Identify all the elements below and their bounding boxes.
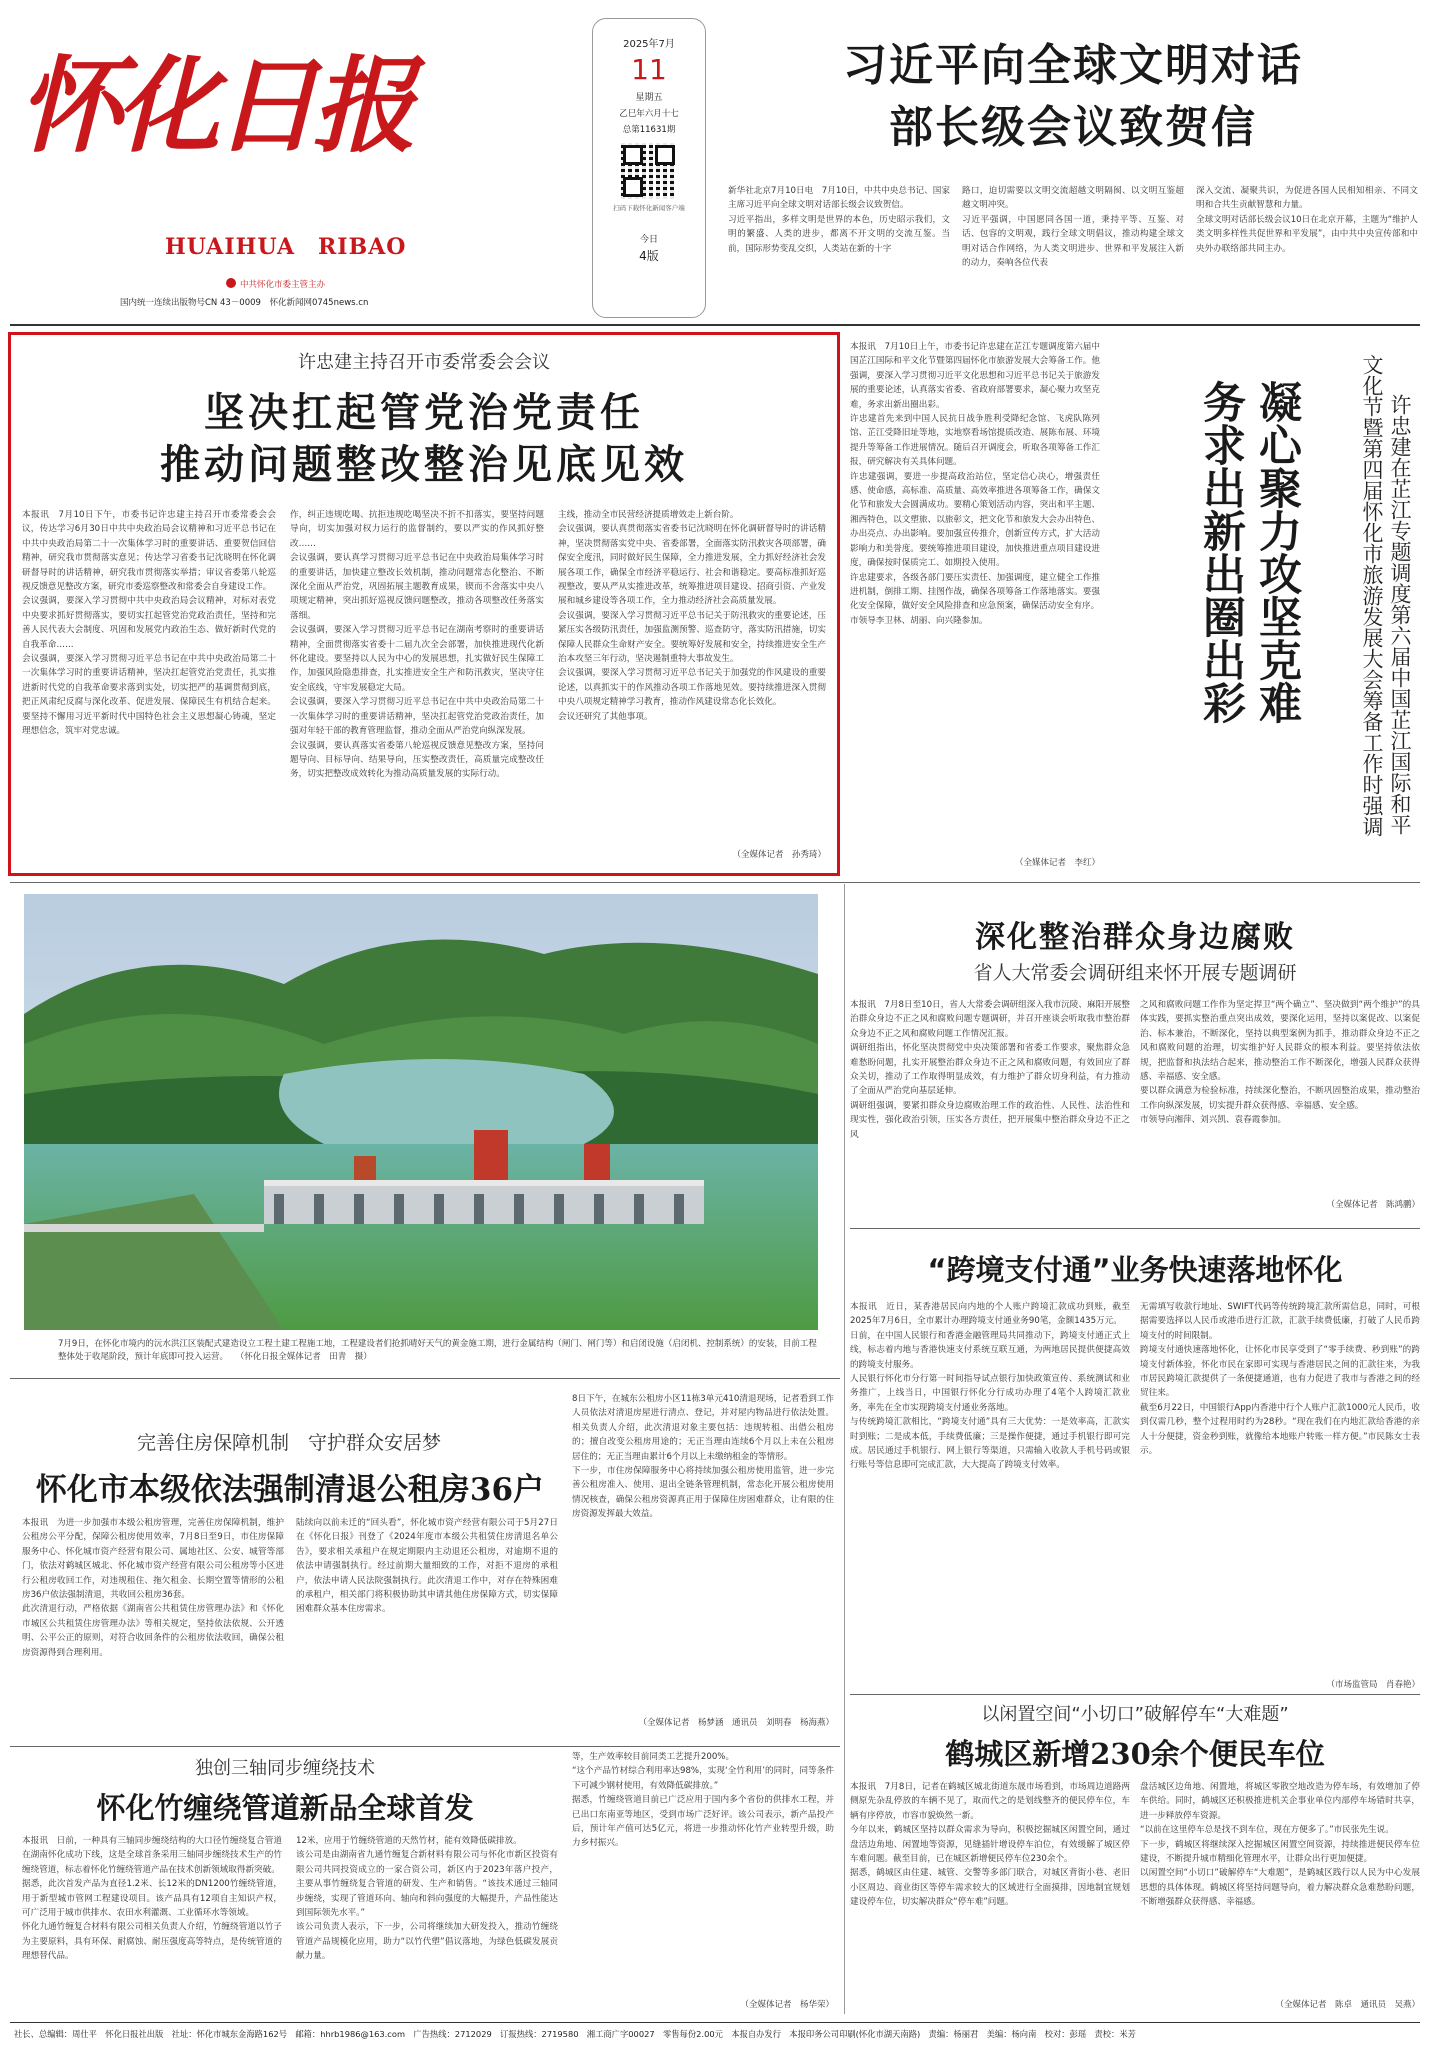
date-box: [592, 18, 706, 318]
ningxin-headline-col1: 凝心聚力攻坚克难: [1252, 380, 1302, 724]
date-day: 11: [631, 53, 667, 86]
zhifu-headline: “跨境支付通”业务快速落地怀化: [927, 1253, 1343, 1287]
gongzufang-credit: （全媒体记者 杨梦涵 通讯员 刘明春 杨海燕）: [638, 1718, 834, 1728]
zhu-col3: 等，生产效率较目前同类工艺提升200%。 “这个产品竹材综合利用率达98%，实现‘全竹利用’的同时，同等条件下可减少钢材使用，有效降低碳排放。” 据悉，竹缠绕管道目前已广泛应用于国内多个省份的供排水工程，并已出口东南亚等地区，受到市场广泛好评。该公司表示，新产品投产后，预计年产值可达5亿元，将进一步推动怀化竹产业转型升级，助力乡村振兴。: [572, 1752, 834, 1849]
gongzufang-kicker: 完善住房保障机制 守护群众安居梦: [136, 1432, 441, 1454]
page-count: 4版: [639, 249, 659, 263]
date-issue: 总第11631期: [622, 125, 676, 135]
xu-credit: （全媒体记者 孙秀琦）: [732, 850, 826, 860]
qr-caption: 扫码下载怀化新闻客户端: [613, 204, 685, 212]
zhifu-col2: 无需填写收款行地址、SWIFT代码等传统跨境汇款所需信息，同时，可根据需要选择以人民币或港币进行汇款，汇款手续费低廉，打破了人民币跨境支付的时间限制。 跨境支付通快速落地怀化，让怀化市民享受到了“零手续费、秒到账”的跨境支付新体验，怀化市民在家即可实现与香港居民之间的汇款往来，为我市居民跨境汇款提供了一条便捷通道，也有力促进了我市与香港之间的经贸往来。 截至6月22日，中国银行App内香港中行个人账户汇款1000元人民币，收到仅需几秒，整个过程用时约为28秒。“现在我们在内地汇款给香港的亲人十分便捷，资金秒到账，就像给本地账户转账一样方便。”市民陈女士表示。: [1140, 1302, 1420, 1457]
dam-landscape-image: [24, 894, 818, 1330]
xu-headline-line1: 坚决扛起管党治党责任: [204, 390, 644, 436]
qr-code-icon[interactable]: [621, 143, 677, 199]
sponsor-line: 中共怀化市委主管主办: [226, 278, 325, 290]
gongzufang-col1: 本报讯 为进一步加强市本级公租房管理，完善住房保障机制，维护公租房公平分配，保障公租房使用效率，7月8日至9日，市住房保障服务中心、怀化城市资产经营有限公司、属地社区、公安、城管等部门，依法对鹤城区城北、怀化城市资产经营有限公司公租房等小区进行公租房收回工作，对违规租住、拖欠租金、长期空置等情形的公租房36户依法强制清退，共收回公租房36套。 此次清退行动，严格依据《湖南省公共租赁住房管理办法》和《怀化市城区公共租赁住房管理办法》等相关规定，坚持依法依规、公开透明、公平公正的原则，对符合收回条件的公租房依法收回，确保公租房资源得到合理利用。: [22, 1518, 284, 1658]
section-divider-3: [10, 1378, 840, 1379]
chewei-col1: 本报讯 7月8日，记者在鹤城区城北街道东晟市场看到，市场周边道路两侧原先杂乱停放的车辆不见了，取而代之的是划线整齐的便民停车位，车辆有序停放，市容市貌焕然一新。 今年以来，鹤城区坚持以群众需求为导向，积极挖掘城区闲置空间，通过盘活边角地、闲置地等资源，见缝插针增设停车泊位，有效缓解了城区停车难问题。截至目前，已在城区新增便民停车位230余个。 据悉，鹤城区由住建、城管、交警等多部门联合，对城区背街小巷、老旧小区周边、商业街区等停车需求较大的区域进行全面摸排，因地制宜规划建设停车位，切实解决群众“停车难”问题。: [850, 1782, 1130, 1908]
masthead-pinyin: HUAIHUA RIBAO: [165, 234, 407, 260]
ningxin-body: 本报讯 7月10日上午，市委书记许忠建在芷江专题调度第六届中国芷江国际和平文化节暨第四届怀化市旅游发展大会筹备工作。他强调，要深入学习贯彻习近平文化思想和习近平总书记关于旅游发展的重要论述，认真落实省委、省政府部署要求，凝心聚力攻坚克难，务求出新出圈出彩。 许忠建首先来到中国人民抗日战争胜利受降纪念馆、飞虎队陈列馆、芷江受降旧址等地，实地察看场馆提质改造、展陈布展、环境提升等筹备工作进展情况。随后召开调度会，听取各项筹备工作汇报，研究解决有关具体问题。 许忠建强调，要进一步提高政治站位，坚定信心决心，增强责任感、使命感，高标准、高质量、高效率推进各项筹备工作，确保文化节和旅发大会圆满成功。要精心策划活动内容，突出和平主题、湘西特色，以文塑旅、以旅彰文，把文化节和旅发大会办出特色、办出亮点、办出影响。要加强宣传推介，创新宣传方式，扩大活动影响力和美誉度。要统筹推进项目建设，加快推进重点项目建设进度，确保按时保质完工、如期投入使用。 许忠建要求，各级各部门要压实责任、加强调度，建立健全工作推进机制，倒排工期、挂图作战，确保各项筹备工作落地落实。要强化安全保障，做好安全风险排查和应急预案，确保活动安全有序。 市领导李卫林、胡丽、向兴隆参加。: [850, 342, 1100, 626]
xu-col2: 作，纠正违规吃喝、抗拒违规吃喝坚决不折不扣落实，要坚持问题导向，切实加强对权力运行的监督制约，要以严实的作风抓好整改…… 会议强调，要认真学习贯彻习近平总书记在中央政治局集体学习时的重要讲话，加快建立整改长效机制，推动问题常态化整治、不断深化全面从严治党，巩固拓展主题教育成果，锲而不舍落实中央八项规定精神，突出抓好巡视反馈问题整改，推动各项整改任务落实落细。 会议强调，要深入学习贯彻习近平总书记在湖南考察时的重要讲话精神，全面贯彻落实省委十二届九次全会部署，加快推进现代化新怀化建设。要坚持以人民为中心的发展思想，扎实做好民生保障工作，加强风险隐患排查，扎实推进安全生产和防汛救灾，坚决守住安全底线，守牢发展稳定大局。 会议强调，要深入学习贯彻习近平总书记在中共中央政治局第二十一次集体学习时的重要讲话精神，坚决扛起管党治党政治责任，加强对年轻干部的教育管理监督，推动全面从严治党向纵深发展。 会议强调，要认真落实省委第八轮巡视反馈意见整改方案，坚持问题导向、目标导向、结果导向，压实整改责任，高质量完成整改任务，切实把整改成效转化为推动高质量发展的实际行动。: [290, 510, 544, 780]
registry-line: 国内统一连续出版物号CN 43－0009 怀化新闻网0745news.cn: [120, 298, 369, 308]
zhifu-col1: 本报讯 近日，某香港居民向内地的个人账户跨境汇款成功到账，截至2025年7月6日，全市累计办理跨境支付通业务90笔，金额1435万元。 日前，在中国人民银行和香港金融管理局共同推动下，跨境支付通正式上线，标志着内地与香港快速支付系统互联互通，为两地居民提供便捷高效的跨境支付服务。 人民银行怀化市分行第一时间指导试点银行加快政策宣传、系统测试和业务推广，上线当日，中国银行怀化分行成功办理了4笔个人跨境汇款业务，率先在全市实现跨境支付通业务落地。 与传统跨境汇款相比，“跨境支付通”具有三大优势：一是效率高，汇款实时到账；二是成本低，手续费低廉；三是操作便捷，通过手机银行即可完成。居民通过手机银行、网上银行等渠道，只需输入收款人手机号码或银行账号等信息即可完成汇款，大大提高了跨境支付效率。: [850, 1302, 1130, 1471]
lead-headline-line1: 习近平向全球文明对话: [843, 40, 1303, 91]
gongzufang-col3: 8日下午，在城东公租房小区11栋3单元410清退现场，记者看到工作人员依法对清退房屋进行清点、登记，并对屋内物品进行依法处置。相关负责人介绍，此次清退对象主要包括：违规转租、出借公租房的；擅自改变公租房用途的；无正当理由连续6个月以上未在公租房居住的；无正当理由累计6个月以上未缴纳租金的等情形。 下一步，市住房保障服务中心将持续加强公租房使用监管，进一步完善公租房准入、使用、退出全链条管理机制，常态化开展公租房使用情况核查，确保公租房资源真正用于保障住房困难群众，让有限的住房资源发挥最大效益。: [572, 1394, 834, 1520]
zhu-col1: 本报讯 日前，一种具有三轴同步缠绕结构的大口径竹缠绕复合管道在湖南怀化成功下线，这是全球首条采用三轴同步缠绕技术生产的竹缠绕管道，标志着怀化竹缠绕管道产品在技术创新领域取得新突破。 据悉，此次首发产品为直径1.2米、长12米的DN1200竹缠绕管道，用于新型城市管网工程建设项目。该产品具有12项自主知识产权，可广泛用于城市供排水、农田水利灌溉、工业循环水等领域。 怀化九通竹缠复合材料有限公司相关负责人介绍，竹缠绕管道以竹子为主要原料，具有环保、耐腐蚀、耐压强度高等特点，是传统管道的理想替代品。: [22, 1836, 282, 1962]
zhifu-credit: （市场监管局 肖春艳）: [1326, 1680, 1420, 1690]
column-rule-main: [844, 884, 845, 2014]
zhu-kicker: 独创三轴同步缠绕技术: [195, 1758, 375, 1779]
zhu-headline: 怀化竹缠绕管道新品全球首发: [96, 1791, 474, 1825]
chewei-headline: 鹤城区新增230余个便民车位: [945, 1737, 1325, 1771]
fubai-col2: 之风和腐败问题工作作为坚定捍卫“两个确立”、坚决做到“两个维护”的具体实践，要抓实整治重点突出成效，要深化运用，坚持以案促改、以案促治、标本兼治，不断深化，坚持以典型案例为抓手，推动群众身边不正之风和腐败问题的治理，切实维护好人民群众的根本利益。要坚持依法依规，把监督和执法结合起来，推动整治工作不断深化，增强人民群众获得感、幸福感、安全感。 要以群众满意为检验标准，持续深化整治，不断巩固整治成果，推动整治工作向纵深发展，切实提升群众获得感、幸福感、安全感。 市领导向湘萍、刘兴凯、袁春霞参加。: [1140, 1000, 1420, 1126]
xu-col1: 本报讯 7月10日下午，市委书记许忠建主持召开市委常委会会议，传达学习6月30日中共中央政治局会议精神和习近平总书记在中共中央政治局第二十一次集体学习时的重要讲话、重要贺信回信精神，研究我市贯彻落实意见；传达学习省委书记沈晓明在怀化调研督导时的讲话精神，研究我市贯彻落实举措；审议省委第八轮巡视反馈意见整改方案，研究市委巡察整改和常委会自身建设工作。 会议强调，要深入学习贯彻中共中央政治局会议精神，对标对表党中央要求抓好贯彻落实，要切实扛起管党治党政治责任，坚持和完善人民代表大会制度、巩固和发展党内政治生态、做好新时代党的自我革命…… 会议强调，要深入学习贯彻习近平总书记在中共中央政治局第二十一次集体学习时的重要讲话精神，坚决扛起管党治党责任，扎实推进新时代党的自我革命要求落到实处，切实把严的基调贯彻到底，把正风肃纪反腐与深化改革、促进发展、保障民生有机结合起来。要坚持不懈用习近平新时代中国特色社会主义思想凝心铸魂，坚定理想信念，筑牢对党忠诚。: [22, 510, 276, 737]
zhu-credit: （全媒体记者 杨华荣）: [740, 2000, 834, 2010]
photo-credit: （怀化日报全媒体记者 田青 摄）: [240, 1352, 372, 1362]
lead-headline-line2: 部长级会议致贺信: [889, 102, 1257, 153]
ningxin-sub-col2: 文化节暨第四届怀化市旅游发展大会筹备工作时强调: [1360, 354, 1384, 837]
section-divider-2: [850, 1228, 1420, 1229]
lead-body-col3: 深入交流、凝聚共识，为促进各国人民相知相亲、不同文明和合共生贡献智慧和力量。 全球文明对话部长级会议10日在北京开幕，主题为“维护人类文明多样性共促世界和平发展”，由中共中央宣传部和中央外办联络部共同主办。: [1196, 186, 1418, 254]
xu-col3: 主线，推动全市民营经济提质增效走上新台阶。 会议强调，要认真贯彻落实省委书记沈晓明在怀化调研督导时的讲话精神，坚决贯彻落实党中央、省委部署，全面落实防汛救灾各项部署，确保安全度汛，同时做好民生保障，全力推进发展，全力抓好经济社会发展各项工作，确保全市经济平稳运行、社会和谐稳定。要高标准抓好巡视整改，要从严从实推进改革，统筹推进项目建设、招商引资、产业发展和城乡建设等各项工作，全力推动经济社会高质量发展。 会议强调，要深入学习贯彻习近平总书记关于防汛救灾的重要论述，压紧压实各级防汛责任，加强监测预警、巡查防守，落实防汛措施，切实保障人民群众生命财产安全。要统筹好发展和安全，持续推进安全生产治本攻坚三年行动，坚决遏制重特大事故发生。 会议强调，要深入学习贯彻习近平总书记关于加强党的作风建设的重要论述，以真抓实干的作风推动各项工作落地见效。要持续推进深入贯彻中央八项规定精神学习教育，推动作风建设常态化长效化。 会议还研究了其他事项。: [558, 510, 826, 722]
lead-body-col1: 新华社北京7月10日电 7月10日，中共中央总书记、国家主席习近平向全球文明对话部长级会议致贺信。 习近平指出，多样文明是世界的本色，历史昭示我们，文明的繁盛、人类的进步，都离不开文明的交流互鉴。当前，国际形势变乱交织，人类站在新的十字: [728, 186, 950, 254]
ningxin-sub-col1: 许忠建在芷江专题调度第六届中国芷江国际和平: [1388, 394, 1412, 835]
date-weekday: 星期五: [635, 93, 663, 103]
chewei-col2: 盘活城区边角地、闲置地，将城区零散空地改造为停车场，有效增加了停车供给。同时，鹤城区还积极推进机关企事业单位内部停车场错时共享，进一步释放停车资源。 “以前在这里停车总是找不到车位，现在方便多了。”市民张先生说。 下一步，鹤城区将继续深入挖掘城区闲置空间资源，持续推进便民停车位建设，不断提升城市精细化管理水平，让群众出行更加便捷。 以闲置空间“小切口”破解停车“大难题”，是鹤城区践行以人民为中心发展思想的具体体现。鹤城区将坚持问题导向，着力解决群众急难愁盼问题，不断增强群众获得感、幸福感。: [1140, 1782, 1420, 1908]
date-year-month: 2025年7月: [623, 39, 675, 50]
ningxin-credit: （全媒体记者 李红）: [1014, 858, 1100, 868]
fubai-col1: 本报讯 7月8日至10日，省人大常委会调研组深入我市沅陵、麻阳开展整治群众身边不正之风和腐败问题专题调研，并召开座谈会听取我市整治群众身边不正之风和腐败问题工作情况汇报。 调研组指出，怀化坚决贯彻党中央决策部署和省委工作要求，聚焦群众急难愁盼问题，扎实开展整治群众身边不正之风和腐败问题，有效回应了群众关切，推动了工作取得明显成效，有力维护了群众切身利益，有力推动了全面从严治党向基层延伸。 调研组强调，要紧扣群众身边腐败治理工作的政治性、人民性、法治性和现实性，强化政治引领，压实各方责任，把开展集中整治群众身边不正之风: [850, 1000, 1130, 1140]
masthead-divider: [10, 324, 1420, 326]
photo-caption: 7月9日，在怀化市境内的沅水洪江区装配式建造设立工程土建工程施工地，工程建设者们抢抓晴好天气的黄金施工期，进行金属结构（闸门、闸门等）和启闭设施（启闭机、控制系统）的安装，目前工程整体处于收尾阶段，预计年底即可投入运营。 （怀化日报全媒体记者 田青 摄）: [58, 1339, 817, 1362]
gongzufang-headline: 怀化市本级依法强制清退公租房36户: [35, 1472, 545, 1508]
section-divider-4: [10, 1746, 840, 1747]
date-lunar: 乙巳年六月十七: [619, 109, 679, 119]
ningxin-headline-col2: 务求出新出圈出彩: [1196, 380, 1246, 724]
today-label: 今日: [639, 235, 658, 245]
xu-kicker: 许忠建主持召开市委常委会会议: [298, 352, 550, 373]
chewei-kicker: 以闲置空间“小切口”破解停车“大难题”: [981, 1704, 1289, 1725]
masthead-title: 怀化日报: [18, 44, 411, 167]
gongzufang-col2: 陆续向以前未迁的“回头看”，怀化城市资产经营有限公司于5月27日在《怀化日报》刊登了《2024年度市本级公共租赁住房清退名单公告》，要求相关承租户在规定期限内主动退还公租房，对逾期不退的依法申请强制执行。经过前期大量细致的工作，对拒不退房的承租户，依法申请人民法院强制执行。此次清退工作中，对存在特殊困难的承租户，相关部门将积极协助其申请其他住房保障方式，切实保障困难群众基本住房需求。: [296, 1518, 558, 1615]
dam-photo: [24, 894, 818, 1330]
section-divider-1: [10, 882, 1420, 883]
party-emblem-icon: [226, 278, 236, 288]
xu-headline-line2: 推动问题整改整治见底见效: [160, 442, 688, 488]
fubai-headline: 深化整治群众身边腐败: [975, 920, 1295, 955]
section-divider-5: [850, 1694, 1420, 1695]
fubai-credit: （全媒体记者 陈鸿鹏）: [1326, 1200, 1420, 1210]
footer-rule: [10, 2022, 1420, 2023]
chewei-credit: （全媒体记者 陈卓 通讯员 吴燕）: [1275, 2000, 1420, 2010]
lead-body-col2: 路口，迫切需要以文明交流超越文明隔阂、以文明互鉴超越文明冲突。 习近平强调，中国愿同各国一道，秉持平等、互鉴、对话、包容的文明观，践行全球文明倡议，推动构建全球文明对话合作网络，为人类文明进步、世界和平发展注入新的动力，奏响各位代表: [962, 186, 1184, 269]
zhu-col2: 12米，应用于竹缠绕管道的天然竹材，能有效降低碳排放。 该公司是由湖南省九通竹缠复合新材料有限公司与怀化市新区投资有限公司共同投资成立的一家合资公司，新区内于2023年落户投产，主要从事竹缠绕复合管道的研发、生产和销售。“该技术通过三轴同步缠绕，实现了管道环向、轴向和斜向强度的大幅提升，产品性能达到国际领先水平。” 该公司负责人表示，下一步，公司将继续加大研发投入，推动竹缠绕管道产品规模化应用，助力“以竹代塑”倡议落地，为绿色低碳发展贡献力量。: [296, 1836, 558, 1962]
fubai-subhead: 省人大常委会调研组来怀开展专题调研: [973, 962, 1297, 984]
footer-info: 社长、总编辑：周仕平 怀化日报社出版 社址：怀化市城东金海路162号 邮箱：hhrb1986@163.com 广告热线：2712029 订报热线：2719580 湘工商广字00027 零售每份2.00元 本报自办发行 本报印务公司印刷(怀化市湖天南路) 责编：杨丽君 美编：杨向南 校对：彭瑶 责校：米芳: [14, 2029, 1136, 2039]
